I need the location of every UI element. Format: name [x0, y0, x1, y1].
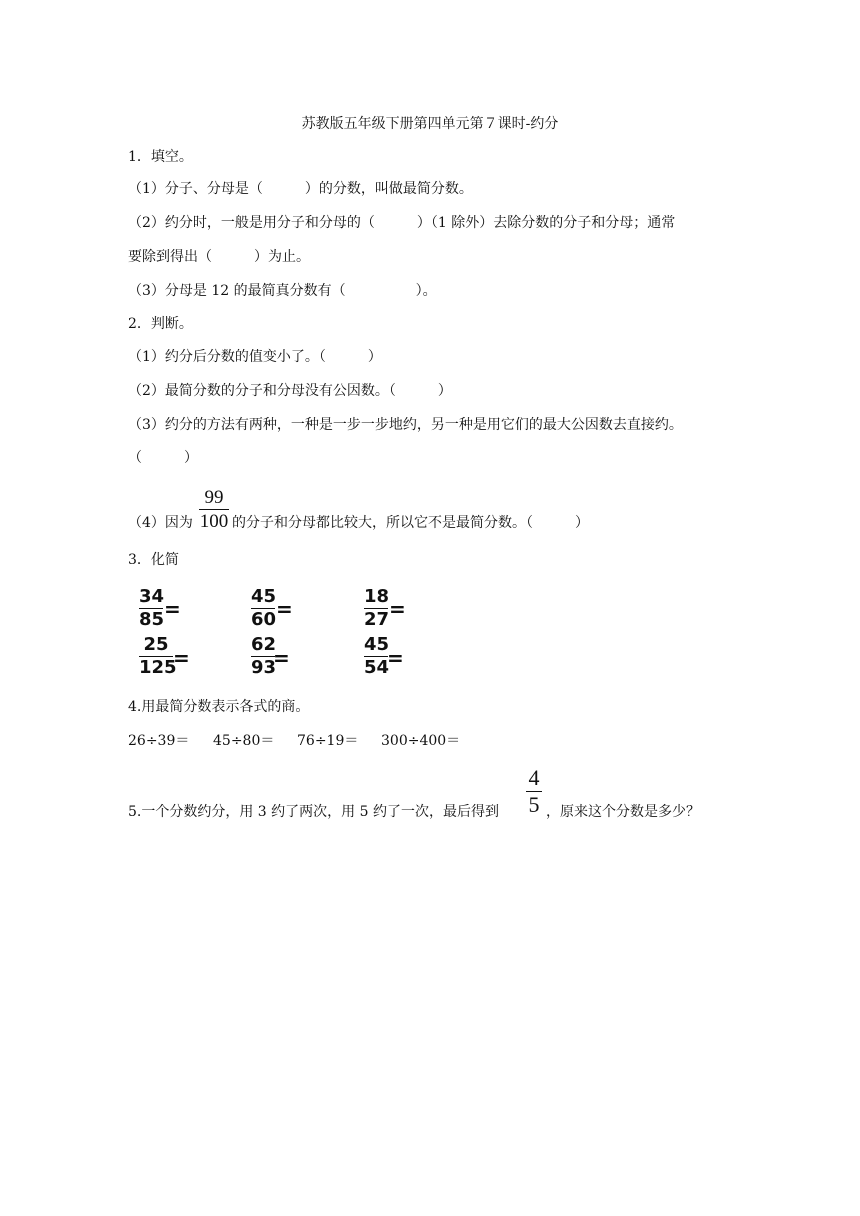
fraction-numerator: 4: [528, 765, 540, 790]
q2-item-4-fraction: [199, 488, 229, 531]
q3-heading: 3．化简: [128, 552, 179, 568]
q3-fraction-6: [364, 636, 388, 677]
q3-fraction-3: [364, 588, 388, 629]
fraction-denominator: 125: [139, 657, 177, 678]
fraction-denominator: 85: [139, 609, 165, 630]
q1-item-2-line-2: 要除到得出（ ）为止。: [128, 249, 310, 265]
q4-expression-3: 76÷19＝: [297, 733, 359, 749]
q3-fraction-2: [251, 588, 275, 629]
q1-item-2-line-1: （2）约分时，一般是用分子和分母的（ ）（1 除外）去除分数的分子和分母；通常: [128, 215, 676, 231]
q3-fraction-1: [139, 588, 163, 629]
fraction-numerator: 45: [251, 586, 277, 607]
fraction-denominator: 54: [364, 657, 390, 678]
equals-sign: =: [387, 646, 404, 670]
fraction-denominator: 60: [251, 609, 277, 630]
q2-item-3-line-2: （ ）: [128, 450, 198, 466]
fraction-denominator: 93: [251, 657, 277, 678]
q5-text-suffix: ，原来这个分数是多少？: [546, 804, 700, 820]
fraction-numerator: 18: [364, 586, 390, 607]
page-title: 苏教版五年级下册第四单元第７课时-约分: [301, 116, 559, 132]
fraction-numerator: 62: [251, 634, 277, 655]
equals-sign: =: [173, 646, 190, 670]
q5-fraction: [526, 767, 542, 816]
q2-item-2: （2）最简分数的分子和分母没有公因数。（ ）: [128, 383, 452, 399]
q1-heading: 1．填空。: [128, 149, 193, 165]
q1-item-3: （3）分母是 12 的最简真分数有（ ）。: [128, 283, 437, 299]
fraction-numerator: 25: [143, 634, 169, 655]
equals-sign: =: [164, 597, 181, 621]
q2-heading: 2．判断。: [128, 316, 193, 332]
q3-fraction-4: [139, 634, 177, 678]
q4-expression-2: 45÷80＝: [213, 733, 275, 749]
q4-expression-1: 26÷39＝: [128, 733, 190, 749]
q5-text-prefix: 5.一个分数约分，用 3 约了两次，用 5 约了一次，最后得到: [128, 804, 499, 820]
q2-item-4-suffix: 的分子和分母都比较大，所以它不是最简分数。（ ）: [232, 515, 589, 531]
equals-sign: =: [389, 597, 406, 621]
q2-item-4-prefix: （4）因为: [128, 515, 193, 531]
fraction-numerator: 34: [139, 586, 165, 607]
fraction-numerator: 45: [364, 634, 390, 655]
q4-heading: 4.用最简分数表示各式的商。: [128, 699, 310, 715]
fraction-denominator: 27: [364, 609, 390, 630]
q3-fraction-5: [251, 636, 275, 677]
equals-sign: =: [273, 646, 290, 670]
fraction-bar: [199, 509, 229, 510]
q1-item-1: （1）分子、分母是（ ）的分数，叫做最简分数。: [128, 181, 473, 197]
fraction-numerator: 99: [204, 487, 224, 508]
equals-sign: =: [276, 597, 293, 621]
fraction-denominator: 100: [199, 511, 229, 532]
fraction-denominator: 5: [528, 792, 540, 817]
q2-item-1: （1）约分后分数的值变小了。（ ）: [128, 349, 382, 365]
q4-expression-4: 300÷400＝: [381, 733, 461, 749]
q2-item-3-line-1: （3）约分的方法有两种，一种是一步一步地约，另一种是用它们的最大公因数去直接约。: [128, 417, 683, 433]
